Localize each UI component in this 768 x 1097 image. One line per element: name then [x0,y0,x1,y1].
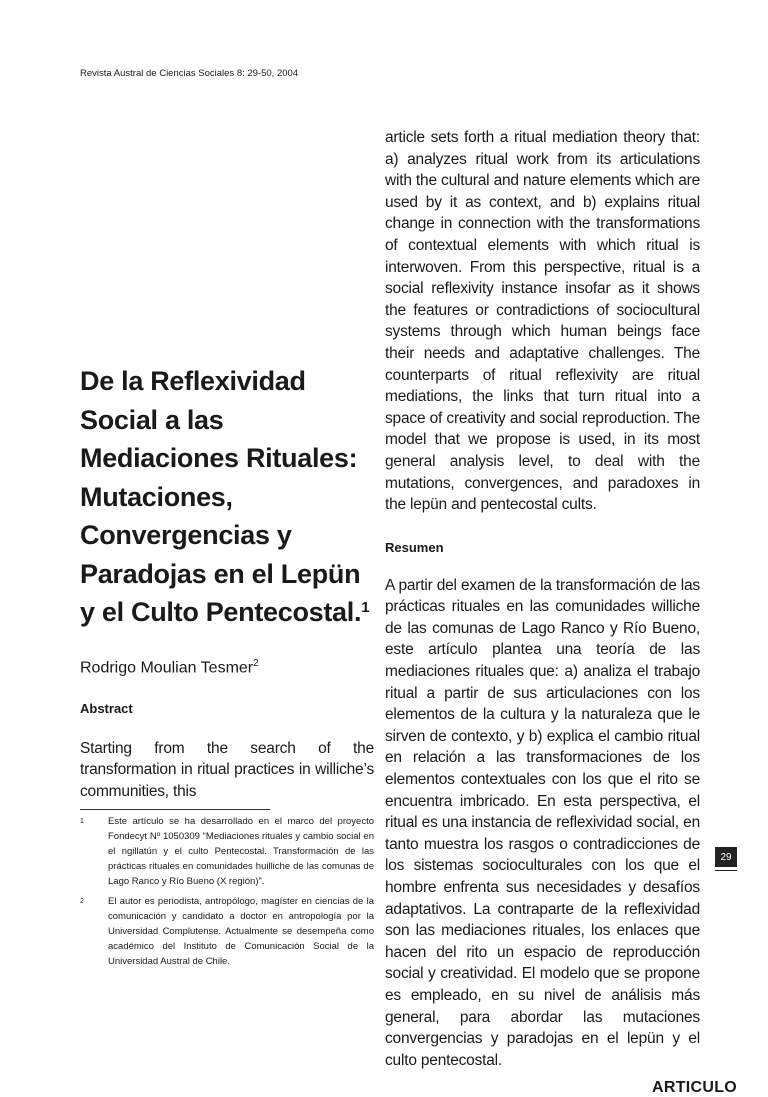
footnote-divider [80,809,270,810]
author-footnote-marker: 2 [253,657,259,669]
section-label: ARTICULO [652,1079,738,1097]
left-column [80,362,374,970]
page-number-underline [715,870,737,871]
abstract-text-start: Starting from the search of the transformation in ritual practices in williche’s communities, this [80,739,374,801]
title-text: De la Reflexividad Social a las Mediaciones Rituales: Mutaciones, Convergencias y Paradojas en el Lepün y el Culto Pentecostal. [80,366,362,627]
article-title [80,362,374,632]
right-column [385,127,768,1097]
footnote-text: El autor es periodista, antropólogo, magíster en ciencias de la comunicación y candidato a doctor en antropología por la Universidad Complutense. Actualmente se desempeña como académico del Instituto de Comunicación Social de la Universidad Austral de Chile. [108,895,374,968]
footnote-number: 2 [80,897,84,905]
footnote-1 [80,814,374,890]
footnote-text: Este artículo se ha desarrollado en el marco del proyecto Fondecyt Nº 1050309 “Mediaciones rituales y cambio social en el ngillatún y el culto Pentecostal. Transformación de las prácticas rituales en comunidades huilliche de las comunas de Lago Ranco y Río Bueno (X región)”. [108,815,374,888]
abstract-text-continued: article sets forth a ritual mediation theory that: a) analyzes ritual work from its articulations with the cultural and nature elements which are used by it as context, and b) explains ritual change in connection with the transformations of contextual elements with which ritual is interwoven. From this perspective, ritual is a social reflexivity instance insofar as it shows the features or contradictions of sociocultural systems through which human beings face their needs and adaptative challenges. The counterparts of ritual reflexivity are ritual mediations, the links that turn ritual into a space of creativity and social reproduction. The model that we propose is used, in its most general analysis level, to deal with the mutations, convergences, and paradoxes in the lepün and pentecostal cults. [385,129,700,514]
running-header: Revista Austral de Ciencias Sociales 8: 29-50, 2004 [80,68,299,79]
author [80,658,374,677]
page-number: 29 [715,847,737,867]
footnote-2 [80,894,374,970]
resumen-heading: Resumen [385,539,444,555]
footnote-number: 1 [80,817,84,825]
title-footnote-marker: 1 [361,599,370,616]
abstract-heading: Abstract [80,700,133,716]
author-name: Rodrigo Moulian Tesmer [80,658,254,676]
resumen-text: A partir del examen de la transformación de las prácticas rituales en las comunidades williche de las comunas de Lago Ranco y Río Bueno, este artículo plantea una teoría de las mediaciones rituales que: a) analiza el trabajo ritual a partir de sus articulaciones con los elementos de la cultura y la naturaleza que le sirven de contexto, y b) explica el cambio ritual en relación a las transformaciones de los elementos contextuales con los que el rito se encuentra imbricado. En esta perspectiva, el ritual es una instancia de reflexividad social, en tanto muestra los rasgos o contradicciones de los sistemas socioculturales con los que el hombre enfrenta sus necesidades y desafíos adaptativos. La contraparte de la reflexividad son las mediaciones rituales, los enlaces que hacen del rito un espacio de reproducción social y creatividad. El modelo que se propone es empleado, en su nivel de análisis más general, para abordar las mutaciones convergencias y paradojas en el lepün y el culto pentecostal. [385,576,700,1069]
